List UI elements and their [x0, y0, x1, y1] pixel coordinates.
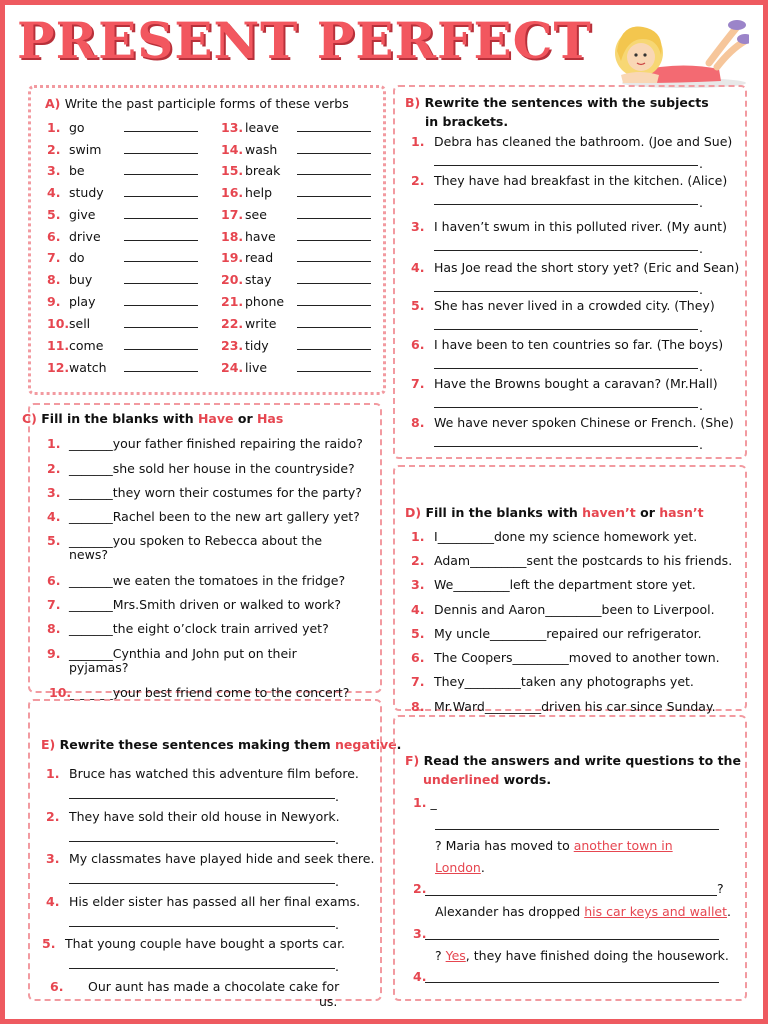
- item-number[interactable]: 3.: [411, 577, 425, 592]
- sentence-text[interactable]: She has never lived in a crowded city. (They): [434, 298, 715, 313]
- sentence-text[interactable]: Debra has cleaned the bathroom. (Joe and Sue): [434, 134, 733, 149]
- verb-word[interactable]: help: [245, 185, 273, 200]
- answer-period[interactable]: .: [699, 282, 703, 297]
- answer-blank[interactable]: _________: [464, 674, 521, 689]
- verb-number[interactable]: 6.: [47, 229, 61, 244]
- verb-number[interactable]: 9.: [47, 294, 61, 309]
- answer-blank[interactable]: [297, 229, 371, 241]
- sentence-item[interactable]: [411, 134, 732, 149]
- f-item-2-answer: Alexander has dropped his car keys and wallet.: [435, 904, 731, 919]
- sentence-item[interactable]: [411, 173, 727, 188]
- answer-blank[interactable]: [124, 338, 198, 350]
- answer-blank[interactable]: [297, 142, 371, 154]
- verb-number[interactable]: 22.: [221, 316, 244, 331]
- answer-period[interactable]: .: [699, 320, 703, 335]
- verb-word[interactable]: do: [69, 250, 85, 265]
- answer-blank[interactable]: _______: [69, 461, 113, 476]
- verb-word[interactable]: write: [245, 316, 277, 331]
- answer-blank[interactable]: _______: [69, 436, 113, 451]
- verb-word[interactable]: come: [69, 338, 104, 353]
- verb-item[interactable]: [221, 316, 371, 331]
- sentence-rest[interactable]: taken any photographs yet.: [520, 674, 694, 689]
- verb-word[interactable]: stay: [245, 272, 272, 287]
- sentence-text[interactable]: Rachel been to the new art gallery yet?: [112, 509, 360, 524]
- verb-word[interactable]: see: [245, 207, 267, 222]
- answer-blank[interactable]: [124, 316, 198, 328]
- verb-word[interactable]: play: [69, 294, 96, 309]
- item-number[interactable]: 6.: [50, 979, 64, 994]
- verb-item[interactable]: [47, 338, 198, 353]
- blank-item[interactable]: [411, 529, 697, 544]
- section-a-instruction: A) Write the past participle forms of these verbs: [45, 96, 349, 111]
- verb-word[interactable]: break: [245, 163, 281, 178]
- girl-illustration: [599, 13, 749, 91]
- verb-number[interactable]: 8.: [47, 272, 61, 287]
- sentence-rest[interactable]: repaired our refrigerator.: [546, 626, 702, 641]
- sentence-item[interactable]: [411, 298, 715, 313]
- sentence-item[interactable]: [411, 219, 727, 234]
- answer-period[interactable]: .: [699, 359, 703, 374]
- sentence-item[interactable]: [411, 337, 723, 352]
- item-number[interactable]: 4.: [46, 894, 60, 909]
- verb-item[interactable]: [47, 272, 198, 287]
- f-item-2-number: 2.: [413, 881, 427, 896]
- verb-item[interactable]: [221, 229, 371, 244]
- answer-line[interactable]: [434, 446, 698, 447]
- verb-word[interactable]: be: [69, 163, 85, 178]
- verb-item[interactable]: [47, 163, 198, 178]
- verb-item[interactable]: [221, 207, 371, 222]
- item-number[interactable]: 10.: [49, 685, 72, 700]
- answer-period[interactable]: .: [335, 959, 339, 974]
- answer-blank[interactable]: [297, 120, 371, 132]
- answer-blank[interactable]: _______: [69, 597, 113, 612]
- sentence-text[interactable]: Have the Browns bought a caravan? (Mr.Hall): [434, 376, 718, 391]
- verb-item[interactable]: [47, 142, 198, 157]
- answer-blank[interactable]: _________: [484, 699, 542, 714]
- answer-blank[interactable]: _________: [437, 529, 494, 544]
- verb-number[interactable]: 3.: [47, 163, 61, 178]
- item-number[interactable]: 3.: [47, 485, 61, 500]
- blank-item[interactable]: [411, 602, 715, 617]
- section-b-instruction: B) Rewrite the sentences with the subjects: [405, 95, 709, 110]
- item-number[interactable]: 6.: [47, 573, 61, 588]
- sentence-text[interactable]: His elder sister has passed all her final exams.: [69, 894, 361, 909]
- item-number[interactable]: 1.: [411, 134, 425, 149]
- answer-blank[interactable]: [297, 185, 371, 197]
- sentence-rest[interactable]: sent the postcards to his friends.: [526, 553, 733, 568]
- answer-line[interactable]: [434, 291, 698, 292]
- verb-number[interactable]: 1.: [47, 120, 61, 135]
- sentence-item[interactable]: [411, 260, 739, 275]
- verb-number[interactable]: 17.: [221, 207, 244, 222]
- sentence-subject[interactable]: My uncle: [434, 626, 491, 641]
- f-item-1-answer: ? Maria has moved to another town in: [435, 838, 673, 853]
- blank-item[interactable]: [411, 699, 716, 714]
- verb-number[interactable]: 24.: [221, 360, 244, 375]
- blank-item[interactable]: [47, 436, 363, 451]
- sentence-text[interactable]: the eight o’clock train arrived yet?: [112, 621, 329, 636]
- answer-period[interactable]: .: [699, 437, 703, 452]
- verb-number[interactable]: 21.: [221, 294, 244, 309]
- sentence-item[interactable]: [46, 894, 360, 909]
- item-number[interactable]: 9.: [47, 646, 61, 661]
- sentence-continuation[interactable]: news?: [69, 547, 108, 562]
- verb-word[interactable]: swim: [69, 142, 102, 157]
- verb-number[interactable]: 23.: [221, 338, 244, 353]
- item-number[interactable]: 7.: [47, 597, 61, 612]
- sentence-rest[interactable]: moved to another town.: [568, 650, 720, 665]
- verb-item[interactable]: [47, 207, 198, 222]
- sentence-text[interactable]: she sold her house in the countryside?: [112, 461, 355, 476]
- sentence-rest[interactable]: left the department store yet.: [509, 577, 696, 592]
- item-number[interactable]: 2.: [46, 809, 60, 824]
- sentence-text[interactable]: We have never spoken Chinese or French. (She): [434, 415, 734, 430]
- verb-item[interactable]: [221, 360, 371, 375]
- answer-blank[interactable]: _______: [69, 621, 113, 636]
- answer-line[interactable]: [69, 968, 335, 969]
- answer-blank[interactable]: [297, 163, 371, 175]
- section-e-instruction: E) Rewrite these sentences making them negative.: [41, 737, 402, 752]
- answer-period[interactable]: .: [699, 195, 703, 210]
- verb-number[interactable]: 15.: [221, 163, 244, 178]
- answer-blank[interactable]: [124, 142, 198, 154]
- verb-item[interactable]: [221, 142, 371, 157]
- sentence-text[interactable]: your best friend come to the concert?: [112, 685, 350, 700]
- verb-number[interactable]: 19.: [221, 250, 244, 265]
- item-number[interactable]: 3.: [46, 851, 60, 866]
- answer-blank[interactable]: _________: [512, 650, 569, 665]
- answer-period[interactable]: .: [335, 917, 339, 932]
- verb-number[interactable]: 5.: [47, 207, 61, 222]
- sentence-text[interactable]: My classmates have played hide and seek there.: [69, 851, 375, 866]
- section-c-instruction: C) Fill in the blanks with Have or Has: [22, 411, 284, 426]
- sentence-subject[interactable]: I: [434, 529, 438, 544]
- verb-item[interactable]: [47, 250, 198, 265]
- verb-word[interactable]: give: [69, 207, 96, 222]
- f-item-1-answer-2: London.: [435, 860, 485, 875]
- verb-word[interactable]: live: [245, 360, 268, 375]
- blank-item[interactable]: [47, 461, 355, 476]
- verb-word[interactable]: leave: [245, 120, 279, 135]
- answer-period[interactable]: .: [699, 241, 703, 256]
- answer-blank[interactable]: [124, 185, 198, 197]
- f-item-1-answer-line[interactable]: [435, 829, 719, 830]
- verb-number[interactable]: 14.: [221, 142, 244, 157]
- blank-item[interactable]: [411, 553, 732, 568]
- answer-blank[interactable]: [297, 338, 371, 350]
- verb-word[interactable]: buy: [69, 272, 93, 287]
- item-number[interactable]: 5.: [411, 626, 425, 641]
- answer-line[interactable]: [69, 798, 335, 799]
- answer-line[interactable]: [434, 368, 698, 369]
- answer-blank[interactable]: _______: [69, 685, 113, 700]
- verb-word[interactable]: read: [245, 250, 274, 265]
- verb-word[interactable]: go: [69, 120, 85, 135]
- answer-blank[interactable]: [124, 250, 198, 262]
- sentence-rest[interactable]: done my science homework yet.: [493, 529, 698, 544]
- answer-line[interactable]: [434, 407, 698, 408]
- answer-blank[interactable]: [124, 207, 198, 219]
- item-number[interactable]: 6.: [411, 650, 425, 665]
- answer-period[interactable]: .: [699, 398, 703, 413]
- answer-blank[interactable]: [124, 294, 198, 306]
- answer-blank[interactable]: _________: [490, 626, 547, 641]
- sentence-text[interactable]: I have been to ten countries so far. (The boys): [434, 337, 724, 352]
- answer-period[interactable]: .: [335, 874, 339, 889]
- answer-blank[interactable]: [124, 120, 198, 132]
- sentence-subject[interactable]: They: [434, 674, 465, 689]
- verb-item[interactable]: [47, 229, 198, 244]
- answer-line[interactable]: [434, 329, 698, 330]
- sentence-subject[interactable]: Mr.Ward: [434, 699, 485, 714]
- verb-word[interactable]: drive: [69, 229, 101, 244]
- item-number[interactable]: 5.: [411, 298, 425, 313]
- sentence-text[interactable]: Mrs.Smith driven or walked to work?: [112, 597, 341, 612]
- answer-blank[interactable]: _______: [69, 533, 113, 548]
- item-number[interactable]: 8.: [47, 621, 61, 636]
- blank-item[interactable]: [411, 674, 694, 689]
- item-number[interactable]: 3.: [411, 219, 425, 234]
- item-number[interactable]: 2.: [411, 173, 425, 188]
- blank-item[interactable]: [47, 597, 341, 612]
- verb-item[interactable]: [221, 294, 371, 309]
- f-item-4-answer-line[interactable]: [425, 982, 719, 983]
- answer-blank[interactable]: [297, 250, 371, 262]
- verb-item[interactable]: [221, 163, 371, 178]
- sentence-continuation[interactable]: us.: [319, 994, 338, 1009]
- item-number[interactable]: 2.: [47, 461, 61, 476]
- section-f-instruction-2: underlined words.: [423, 772, 552, 787]
- answer-blank[interactable]: [124, 272, 198, 284]
- answer-period[interactable]: .: [335, 832, 339, 847]
- sentence-rest[interactable]: been to Liverpool.: [601, 602, 715, 617]
- page-title: PRESENT PERFECT: [17, 11, 592, 70]
- section-d-instruction: D) Fill in the blanks with haven’t or hasn’t: [405, 505, 704, 520]
- sentence-text[interactable]: Bruce has watched this adventure film before.: [69, 766, 359, 781]
- sentence-item[interactable]: [42, 936, 345, 951]
- item-number[interactable]: 7.: [411, 674, 425, 689]
- verb-number[interactable]: 2.: [47, 142, 61, 157]
- answer-blank[interactable]: [297, 207, 371, 219]
- item-number[interactable]: 1.: [47, 436, 61, 451]
- sentence-item[interactable]: [50, 979, 339, 994]
- sentence-text[interactable]: Our aunt has made a chocolate cake for: [88, 979, 340, 994]
- answer-line[interactable]: [69, 883, 335, 884]
- f-item-3-answer-line[interactable]: [425, 939, 719, 940]
- sentence-continuation[interactable]: pyjamas?: [69, 660, 129, 675]
- sentence-rest[interactable]: driven his car since Sunday.: [541, 699, 716, 714]
- section-b-instruction-2: in brackets.: [425, 114, 509, 129]
- answer-period[interactable]: .: [335, 789, 339, 804]
- sentence-item[interactable]: [411, 415, 734, 430]
- answer-blank[interactable]: _______: [69, 646, 113, 661]
- answer-blank[interactable]: _______: [69, 509, 113, 524]
- f-item-3-number: 3.: [413, 926, 427, 941]
- sentence-text[interactable]: Has Joe read the short story yet? (Eric and Sean): [434, 260, 740, 275]
- blank-item[interactable]: [47, 646, 297, 661]
- answer-line[interactable]: [69, 841, 335, 842]
- item-number[interactable]: 6.: [411, 337, 425, 352]
- verb-number[interactable]: 18.: [221, 229, 244, 244]
- answer-blank[interactable]: [124, 229, 198, 241]
- sentence-subject[interactable]: We: [434, 577, 454, 592]
- item-number[interactable]: 4.: [411, 260, 425, 275]
- blank-item[interactable]: [47, 621, 329, 636]
- verb-word[interactable]: tidy: [245, 338, 269, 353]
- verb-word[interactable]: wash: [245, 142, 278, 157]
- sentence-text[interactable]: They have sold their old house in Newyork.: [69, 809, 340, 824]
- blank-item[interactable]: [411, 650, 720, 665]
- verb-word[interactable]: study: [69, 185, 104, 200]
- verb-item[interactable]: [221, 185, 371, 200]
- item-number[interactable]: 8.: [411, 699, 425, 714]
- blank-item[interactable]: [47, 533, 322, 548]
- answer-blank[interactable]: [297, 360, 371, 372]
- sentence-subject[interactable]: The Coopers: [434, 650, 513, 665]
- sentence-item[interactable]: [46, 766, 359, 781]
- f-item-2-qmark: ?: [717, 881, 724, 896]
- answer-blank[interactable]: _______: [69, 573, 113, 588]
- sentence-text[interactable]: I haven’t swum in this polluted river. (My aunt): [434, 219, 727, 234]
- item-number[interactable]: 7.: [411, 376, 425, 391]
- blank-item[interactable]: [47, 573, 345, 588]
- answer-blank[interactable]: _________: [470, 553, 527, 568]
- verb-item[interactable]: [47, 360, 198, 375]
- sentence-item[interactable]: [411, 376, 718, 391]
- verb-item[interactable]: [221, 338, 371, 353]
- sentence-item[interactable]: [46, 809, 340, 824]
- item-number[interactable]: 5.: [42, 936, 56, 951]
- answer-blank[interactable]: [124, 163, 198, 175]
- answer-blank[interactable]: _________: [545, 602, 602, 617]
- verb-number[interactable]: 12.: [47, 360, 70, 375]
- verb-number[interactable]: 10.: [47, 316, 70, 331]
- sentence-text[interactable]: your father finished repairing the raido?: [112, 436, 363, 451]
- sentence-text[interactable]: Cynthia and John put on their: [112, 646, 297, 661]
- verb-number[interactable]: 4.: [47, 185, 61, 200]
- verb-word[interactable]: watch: [69, 360, 107, 375]
- answer-blank[interactable]: [297, 316, 371, 328]
- sentence-text[interactable]: They have had breakfast in the kitchen. (Alice): [434, 173, 728, 188]
- answer-line[interactable]: [69, 926, 335, 927]
- verb-item[interactable]: [47, 185, 198, 200]
- sentence-item[interactable]: [46, 851, 374, 866]
- verb-word[interactable]: sell: [69, 316, 91, 331]
- verb-number[interactable]: 11.: [47, 338, 70, 353]
- blank-item[interactable]: [411, 577, 696, 592]
- sentence-subject[interactable]: Dennis and Aaron: [434, 602, 546, 617]
- answer-blank[interactable]: _______: [69, 485, 113, 500]
- verb-number[interactable]: 13.: [221, 120, 244, 135]
- answer-line[interactable]: [434, 250, 698, 251]
- section-f-instruction: F) Read the answers and write questions to the: [405, 753, 741, 768]
- answer-line[interactable]: [434, 204, 698, 205]
- verb-number[interactable]: 16.: [221, 185, 244, 200]
- f-item-2-answer-line[interactable]: [425, 895, 717, 896]
- verb-item[interactable]: [47, 120, 198, 135]
- blank-item[interactable]: [49, 685, 349, 700]
- verb-number[interactable]: 7.: [47, 250, 61, 265]
- answer-blank[interactable]: [297, 272, 371, 284]
- f-item-3-answer: ? Yes, they have finished doing the housework.: [435, 948, 729, 963]
- blank-item[interactable]: [411, 626, 702, 641]
- verb-item[interactable]: [221, 120, 371, 135]
- verb-word[interactable]: phone: [245, 294, 285, 309]
- verb-item[interactable]: [47, 294, 198, 309]
- item-number[interactable]: 5.: [47, 533, 61, 548]
- item-number[interactable]: 4.: [47, 509, 61, 524]
- answer-period[interactable]: .: [699, 156, 703, 171]
- sentence-text[interactable]: they worn their costumes for the party?: [112, 485, 362, 500]
- answer-blank[interactable]: [124, 360, 198, 372]
- sentence-text[interactable]: you spoken to Rebecca about the: [112, 533, 323, 548]
- answer-blank[interactable]: [297, 294, 371, 306]
- answer-blank[interactable]: _________: [453, 577, 510, 592]
- item-number[interactable]: 2.: [411, 553, 425, 568]
- f-item-1-number: 1. _: [413, 795, 437, 810]
- item-number[interactable]: 1.: [46, 766, 60, 781]
- sentence-text[interactable]: we eaten the tomatoes in the fridge?: [112, 573, 346, 588]
- verb-number[interactable]: 20.: [221, 272, 244, 287]
- verb-word[interactable]: have: [245, 229, 276, 244]
- blank-item[interactable]: [47, 485, 362, 500]
- blank-item[interactable]: [47, 509, 360, 524]
- item-number[interactable]: 8.: [411, 415, 425, 430]
- verb-item[interactable]: [47, 316, 198, 331]
- answer-line[interactable]: [434, 165, 698, 166]
- f-item-4-number: 4.: [413, 969, 427, 984]
- verb-item[interactable]: [221, 272, 371, 287]
- sentence-subject[interactable]: Adam: [434, 553, 471, 568]
- sentence-text[interactable]: That young couple have bought a sports car.: [65, 936, 346, 951]
- verb-item[interactable]: [221, 250, 371, 265]
- item-number[interactable]: 4.: [411, 602, 425, 617]
- item-number[interactable]: 1.: [411, 529, 425, 544]
